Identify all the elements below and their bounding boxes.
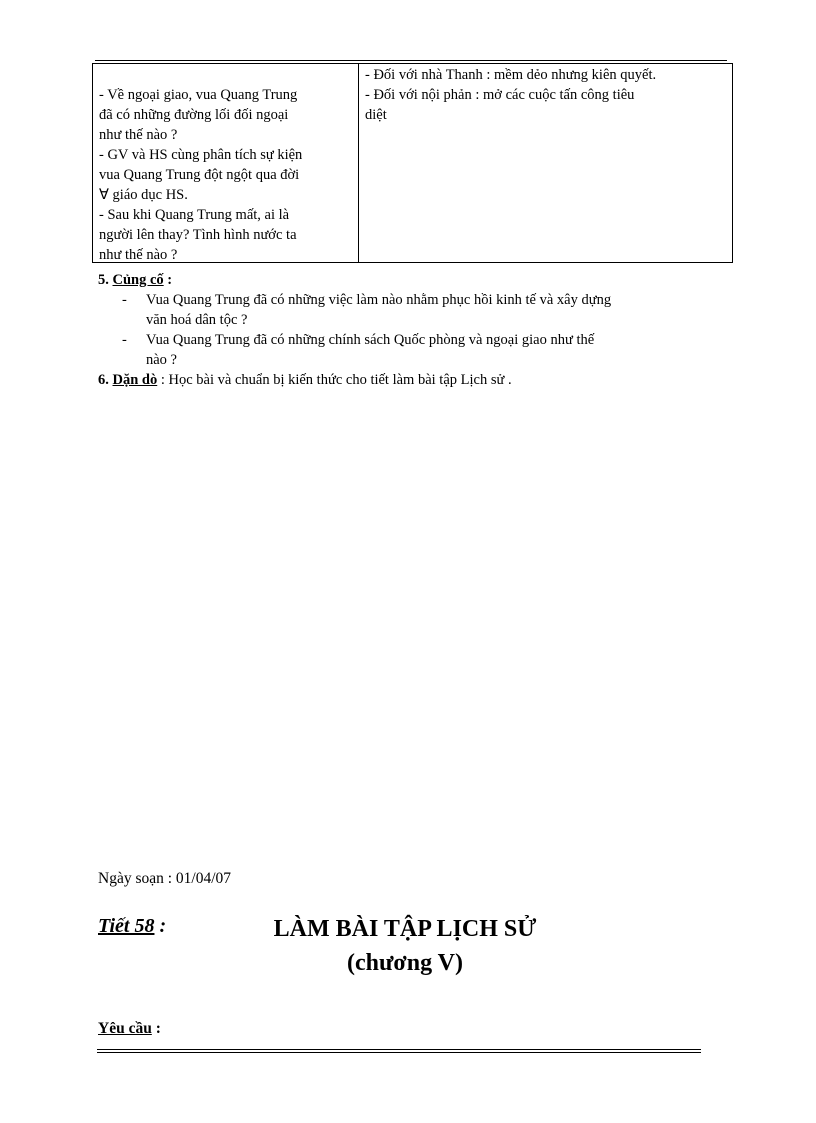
section-text: : Học bài và chuẩn bị kiến thức cho tiết làm bài tập Lịch sử . (157, 372, 512, 388)
lesson-label (98, 915, 166, 938)
list-item (98, 290, 728, 330)
question-line: - GV và HS cùng phân tích sự kiện (99, 147, 303, 163)
section-number: 5. (98, 272, 109, 288)
table-top-rule (95, 60, 727, 61)
table-cell-questions (93, 64, 359, 262)
section-5-heading (98, 270, 172, 290)
requirement-label: Yêu cầu (98, 1020, 152, 1037)
question-line: - Về ngoại giao, vua Quang Trung (99, 87, 298, 103)
list-bullet: - (122, 292, 127, 308)
requirement-heading (98, 1020, 161, 1038)
bottom-rule (97, 1049, 701, 1050)
section-colon: : (163, 272, 173, 288)
question-line: như thế nào ? (99, 127, 178, 143)
bottom-rule (97, 1052, 701, 1053)
question-line: - Sau khi Quang Trung mất, ai là (99, 207, 290, 223)
table-cell-answers (359, 64, 732, 262)
answer-line: - Đối với nhà Thanh : mềm dẻo nhưng kiên quyết. (365, 67, 657, 83)
section-number: 6. (98, 372, 109, 388)
lesson-number: Tiết 58 (98, 915, 155, 937)
lesson-colon: : (154, 915, 167, 937)
list-item-text: Vua Quang Trung đã có những chính sách Quốc phòng và ngoại giao như thế (146, 332, 595, 348)
list-item-text: văn hoá dân tộc ? (146, 312, 248, 328)
section-title: Dặn dò (112, 372, 158, 388)
lesson-table (92, 63, 733, 263)
question-line: ∀ giáo dục HS. (99, 187, 188, 203)
question-line: người lên thay? Tình hình nước ta (99, 227, 297, 243)
preparation-date: Ngày soạn : 01/04/07 (98, 870, 232, 887)
section-title: Củng cố (112, 272, 164, 288)
question-line: như thế nào ? (99, 247, 178, 263)
question-line: đã có những đường lối đối ngoại (99, 107, 289, 123)
list-item (98, 330, 728, 370)
question-line: vua Quang Trung đột ngột qua đời (99, 167, 300, 183)
section-6 (98, 370, 512, 390)
page-subtitle: (chương V) (347, 950, 463, 976)
answer-line: diệt (365, 107, 387, 123)
list-item-text: Vua Quang Trung đã có những việc làm nào nhằm phục hồi kinh tế và xây dựng (146, 292, 612, 308)
page-title: LÀM BÀI TẬP LỊCH SỬ (273, 916, 537, 942)
answer-line: - Đối với nội phản : mở các cuộc tấn công tiêu (365, 87, 635, 103)
list-bullet: - (122, 332, 127, 348)
requirement-colon: : (151, 1020, 161, 1037)
list-item-text: nào ? (146, 352, 177, 368)
